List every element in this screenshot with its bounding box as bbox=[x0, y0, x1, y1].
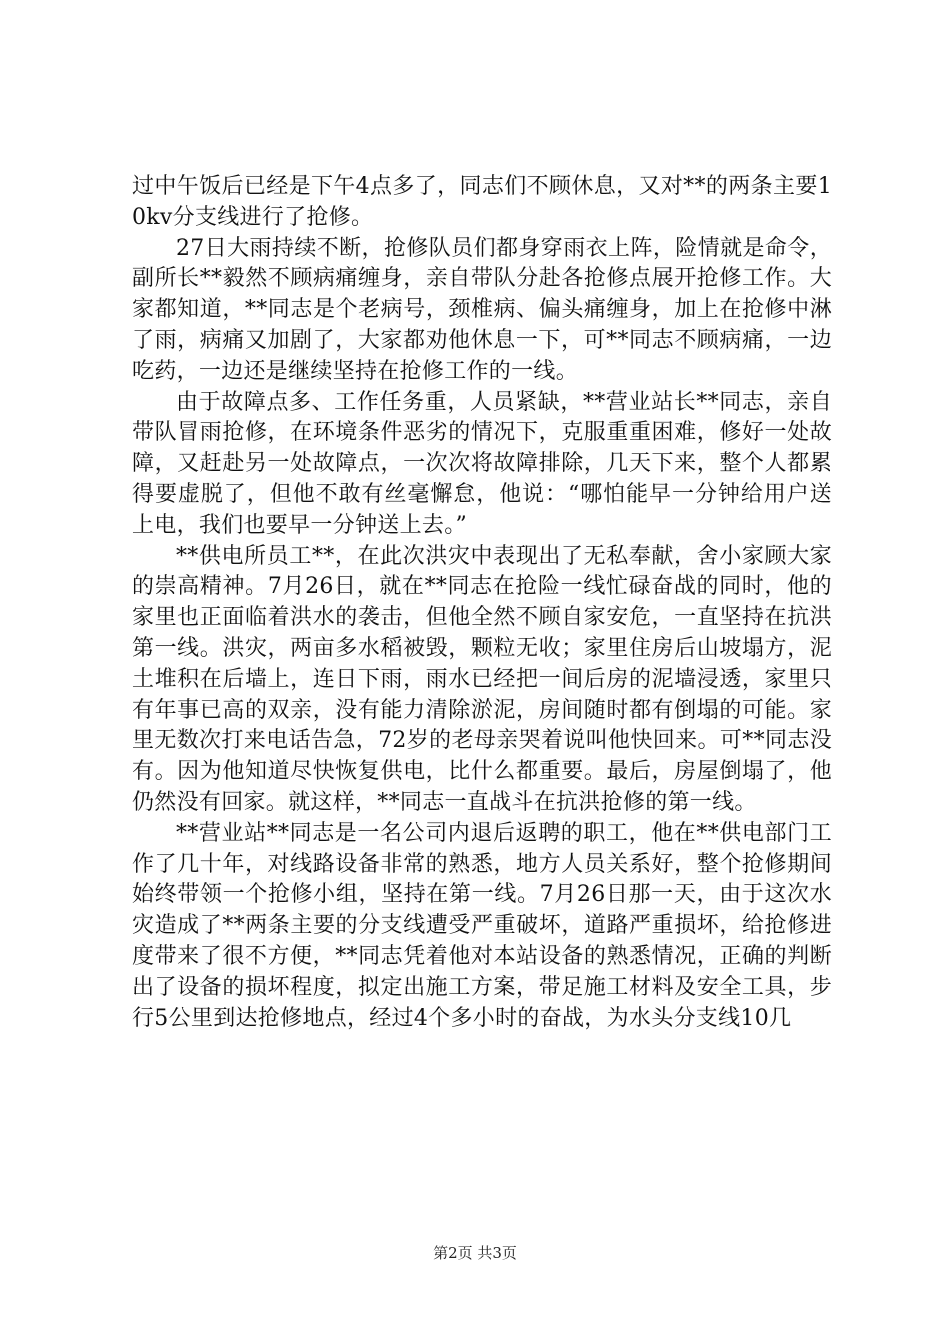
paragraph: 由于故障点多、工作任务重，人员紧缺，**营业站长**同志，亲自带队冒雨抢修，在环境条件恶劣的情况下，克服重重困难，修好一处故障，又赶赴另一处故障点，一次次将故障排除，几天下来，整个人都累得要虚脱了，但他不敢有丝毫懈怠，他说：“哪怕能早一分钟给用户送上电，我们也要早一分钟送上去。” bbox=[132, 389, 832, 538]
paragraph-continuation: 过中午饭后已经是下午4点多了，同志们不顾休息，又对**的两条主要10kv分支线进行了抢修。 bbox=[132, 174, 832, 230]
page-number-footer: 第2页 共3页 bbox=[433, 1244, 517, 1262]
document-body bbox=[132, 172, 832, 1034]
paragraph: 27日大雨持续不断，抢修队员们都身穿雨衣上阵，险情就是命令，副所长**毅然不顾病痛缠身，亲自带队分赴各抢修点展开抢修工作。大家都知道，**同志是个老病号，颈椎病、偏头痛缠身，加上在抢修中淋了雨，病痛又加剧了，大家都劝他休息一下，可**同志不顾病痛，一边吃药，一边还是继续坚持在抢修工作的一线。 bbox=[132, 235, 832, 384]
paragraph: **供电所员工**，在此次洪灾中表现出了无私奉献，舍小家顾大家的崇高精神。7月26日，就在**同志在抢险一线忙碌奋战的同时，他的家里也正面临着洪水的袭击，但他全然不顾自家安危，一直坚持在抗洪第一线。洪灾，两亩多水稻被毁，颗粒无收；家里住房后山坡塌方，泥土堆积在后墙上，连日下雨，雨水已经把一间后房的泥墙浸透，家里只有年事已高的双亲，没有能力清除淤泥，房间随时都有倒塌的可能。家里无数次打来电话告急，72岁的老母亲哭着说叫他快回来。可**同志没有。因为他知道尽快恢复供电，比什么都重要。最后，房屋倒塌了，他仍然没有回家。就这样，**同志一直战斗在抗洪抢修的第一线。 bbox=[132, 543, 832, 815]
paragraph: **营业站**同志是一名公司内退后返聘的职工，他在**供电部门工作了几十年，对线路设备非常的熟悉，地方人员关系好，整个抢修期间始终带领一个抢修小组，坚持在第一线。7月26日那一天，由于这次水灾造成了**两条主要的分支线遭受严重破坏，道路严重损坏，给抢修进度带来了很不方便，**同志凭着他对本站设备的熟悉情况，正确的判断出了设备的损坏程度，拟定出施工方案，带足施工材料及安全工具，步行5公里到达抢修地点，经过4个多小时的奋战，为水头分支线10几 bbox=[132, 820, 832, 1031]
